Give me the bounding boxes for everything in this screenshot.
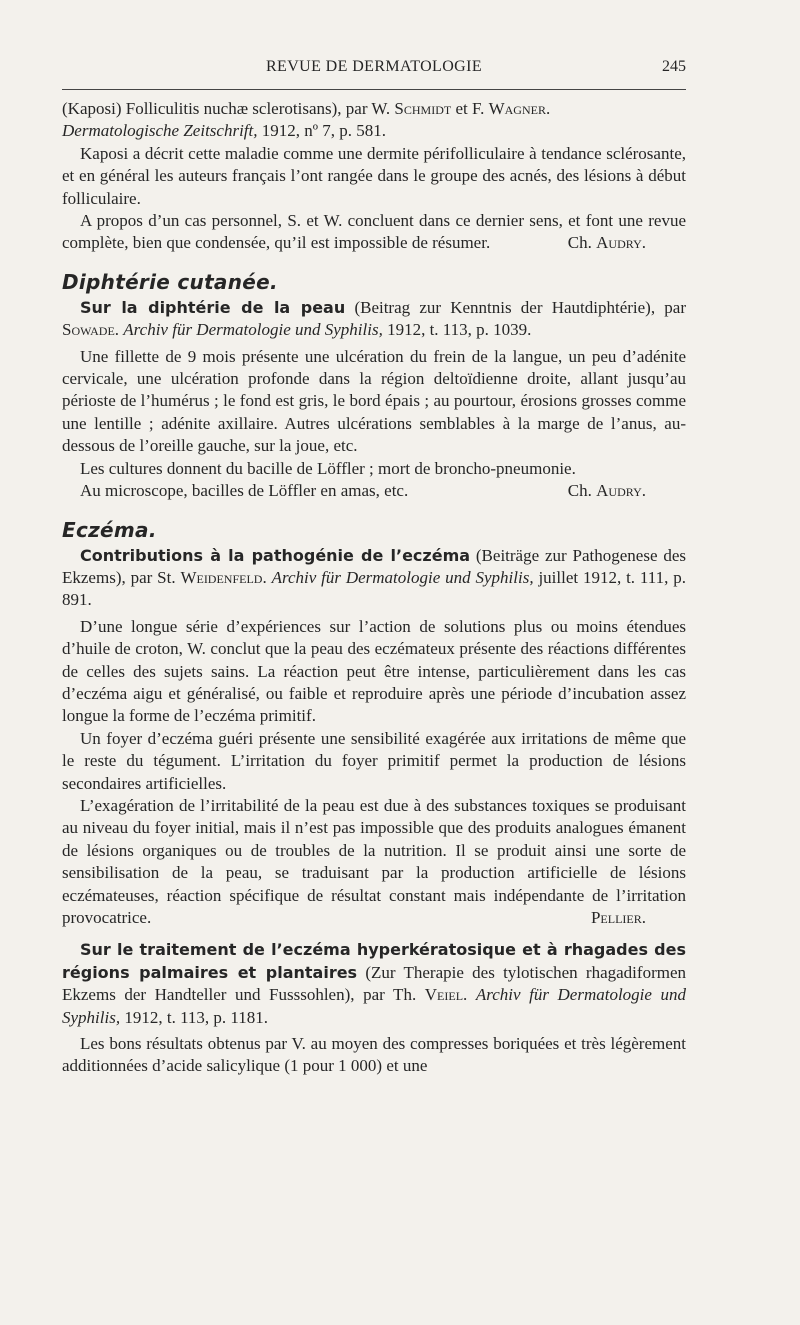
header-rule xyxy=(62,89,686,90)
paragraph: D’une longue série d’expériences sur l’action de solutions plus ou moins étendues d’huile de croton, W. conclut que la peau des eczémateux présente des réactions différentes de celles des sujets sains. La réaction peut être intense, particulièrement dans les cas d’eczéma aigu et généralisé, ou faible et reproduire après une période d’incubation assez longue la forme de l’eczéma primitif. xyxy=(62,616,686,726)
reference-diphterie: Sur la diphtérie de la peau (Beitrag zur Kenntnis der Hautdiphtérie), par Sowade. Archiv für Dermatologie und Syphilis, 1912, t. 113, p. 1039. xyxy=(62,297,686,340)
paragraph: Les bons résultats obtenus par V. au moyen des compresses boriquées et très légèrement additionnées d’acide salicylique (1 pour 1 000) et une xyxy=(62,1034,686,1076)
signature: Pellier. xyxy=(590,908,646,928)
paragraph: Une fillette de 9 mois présente une ulcération du frein de la langue, un peu d’adénite cervicale, une ulcération profonde dans la région deltoïdienne droite, allant jusqu’au périoste de l’humérus ; le fond est gris, le bord épais ; au pourtour, érosions grosses comme une lentille ; adénite axillaire. Autres ulcérations semblables à la marge de l’anus, au-dessous de l’oreille gauche, sur la joue, etc. xyxy=(62,346,686,456)
reference-eczema: Contributions à la pathogénie de l’eczéma (Beiträge zur Pathogenese des Ekzems), par St. Weidenfeld. Archiv für Dermatologie und Syphilis, juillet 1912, t. 111, p. 891. xyxy=(62,545,687,610)
section-heading-diphterie: Diphtérie cutanée. xyxy=(62,269,278,294)
section-heading-eczema: Eczéma. xyxy=(62,517,157,542)
running-header xyxy=(62,58,686,82)
paragraph: Au microscope, bacilles de Löffler en amas, etc. Ch. Audry. xyxy=(62,480,686,502)
paragraph: Les cultures donnent du bacille de Löffler ; mort de broncho-pneumonie. xyxy=(80,458,576,478)
paragraph: Un foyer d’eczéma guéri présente une sensibilité exagérée aux irritations de même que le reste du tégument. L’irritation du foyer primitif permet la production de lésions secondaires artificielles. xyxy=(62,728,686,793)
signature: Ch. Audry. xyxy=(567,233,646,253)
paragraph: A propos d’un cas personnel, S. et W. concluent dans ce dernier sens, et font une revue complète, bien que condensée, qu’il est impossible de résumer. xyxy=(62,211,686,253)
reference-folliculitis: (Kaposi) Folliculitis nuchæ sclerotisans), par W. Schmidt et F. Wagner. Dermatologische Zeitschrift, 1912, nº 7, p. 581. xyxy=(62,99,551,141)
page-number: 245 xyxy=(662,58,686,75)
signature: Ch. Audry. xyxy=(567,481,646,501)
journal-title: REVUE DE DERMATOLOGIE xyxy=(265,58,483,75)
paragraph: L’exagération de l’irritabilité de la peau est due à des substances toxiques se produisant au niveau du foyer initial, mais il n’est pas impossible que des produits analogues émanent de lésions organiques ou de troubles de la nutrition. Il se produit ainsi une sorte de sensibilisation de la peau, se traduisant par la production artificielle de lésions eczémateuses, réaction spécifique de résultat constant mais indépendante de l’irritation provocatrice. xyxy=(62,795,686,928)
paragraph: Kaposi a décrit cette maladie comme une dermite périfolliculaire à tendance sclérosante, et en général les auteurs français l’ont rangée dans le groupe des acnés, des lésions à début folliculaire. xyxy=(62,143,686,208)
page-body xyxy=(62,98,686,1078)
reference-traitement: Sur le traitement de l’eczéma hyperkératosique et à rhagades des régions palmaires et plantaires (Zur Therapie des tylotischen rhagadiformen Ekzems der Handteller und Fusssohlen), par Th. Veiel. Archiv für Dermatologie und Syphilis, 1912, t. 113, p. 1181. xyxy=(62,940,687,1027)
